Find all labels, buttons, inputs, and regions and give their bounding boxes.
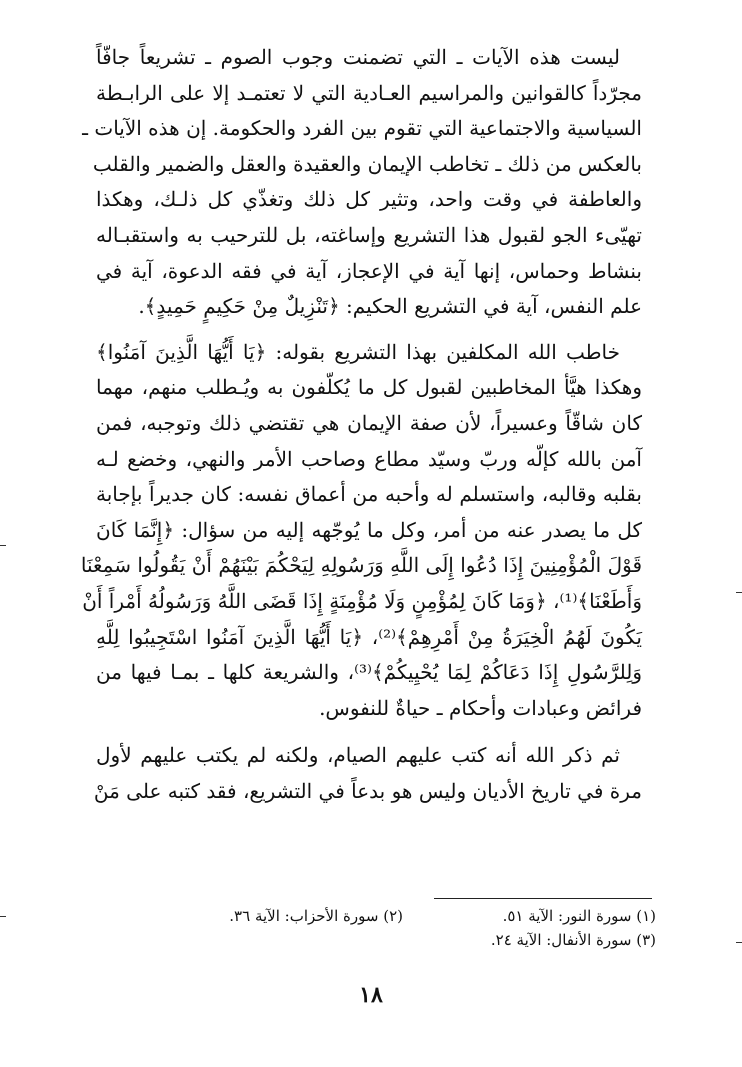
text-line: ثم ذكر الله أنه كتب عليهم الصيام، ولكنه لم يكتب عليهم لأول: [96, 743, 620, 768]
text-line: بالعكس من ذلك ـ تخاطب الإيمان والعقيدة والعقل والضمير والقلب: [92, 151, 642, 176]
text-line: ليست هذه الآيات ـ التي تضمنت وجوب الصوم ـ تشريعاً جافّاً: [96, 45, 620, 69]
margin-tick: [736, 942, 742, 943]
text-line: وَلِلرَّسُولِ إِذَا دَعَاكُمْ لِمَا يُحْيِيكُمْ﴾⁽³⁾، والشريعة كلها ـ بمـا فيها من: [96, 660, 642, 685]
text-line: قَوْلَ الْمُؤْمِنِينَ إِذَا دُعُوا إِلَى اللَّهِ وَرَسُولِهِ لِيَحْكُمَ بَيْنَهُمْ أَنْ يَقُولُوا سَمِعْنَا: [80, 553, 642, 578]
text-line: وهكذا هيَّأ المخاطبين لقبول كل ما يُكلّفون به ويُـطلب منهم، مهما: [96, 375, 642, 400]
margin-tick: [736, 592, 742, 593]
text-line: مجرّداً كالقوانين والمراسيم العـادية التي لا تعتمـد إلا على الرابـطة: [96, 80, 642, 105]
text-line: وَأَطَعْنَا﴾⁽¹⁾، ﴿وَمَا كَانَ لِمُؤْمِنٍ وَلَا مُؤْمِنَةٍ إِذَا قَضَى اللَّهُ وَرَسُولُهُ أَمْراً أَنْ: [82, 588, 642, 613]
text-line: السياسية والاجتماعية التي تقوم بين الفرد والحكومة. إن هذه الآيات ـ: [82, 116, 642, 141]
paragraph-2: [80, 335, 642, 727]
text-line: كل ما يصدر عنه من أمر، وكل ما يُوجّهه إليه من سؤال: ﴿إِنَّمَا كَانَ: [96, 517, 642, 542]
footnote-3: (٣) سورة الأنفال: الآية ٢٤.: [490, 931, 656, 949]
text-line: تهيّىء الجو لقبول هذا التشريع وإساغته، بل للترحيب به واستقبـاله: [96, 222, 642, 247]
text-line: بقلبه وقالبه، واستسلم له وأحبه من أعماق نفسه: كان جديراً بإجابة: [96, 482, 642, 507]
footnote-2: (٢) سورة الأحزاب: الآية ٣٦.: [229, 907, 403, 925]
footnote-1: (١) سورة النور: الآية ٥١.: [502, 907, 656, 925]
page-number: ١٨: [359, 982, 383, 1008]
text-line: يَكُونَ لَهُمُ الْخِيَرَةُ مِنْ أَمْرِهِمْ﴾⁽²⁾، ﴿يَا أَيُّهَا الَّذِينَ آمَنُوا اسْتَجِيبُوا لِلَّهِ: [96, 624, 642, 649]
text-line: مرة في تاريخ الأديان وليس هو بدعاً في التشريع، فقد كتبه على مَنْ: [93, 778, 642, 803]
body-text: [80, 40, 642, 809]
text-line: بنشاط وحماس، إنها آية في الإعجاز، آية في فقه الدعوة، آية في: [96, 258, 642, 283]
margin-tick: [0, 545, 6, 546]
footnote-divider: [434, 898, 652, 899]
text-line: كان شاقّاً وعسيراً، لأن صفة الإيمان هي تقتضي ذلك وتوجبه، فمن: [96, 410, 642, 435]
text-line: خاطب الله المكلفين بهذا التشريع بقوله: ﴿يَا أَيُّهَا الَّذِينَ آمَنُوا﴾: [96, 339, 620, 364]
margin-tick: [0, 916, 6, 917]
footnote-row: [150, 928, 656, 952]
text-line: والعاطفة في وقت واحد، وتثير كل ذلك وتغذّي كل ذلـك، وهكذا: [96, 187, 642, 212]
footnotes: [150, 904, 656, 952]
paragraph-3: [93, 738, 642, 809]
text-line: علم النفس، آية في التشريع الحكيم: ﴿تَنْزِيلٌ مِنْ حَكِيمٍ حَمِيدٍ﴾.: [138, 294, 642, 319]
text-line: فرائض وعبادات وأحكام ـ حياةٌ للنفوس.: [319, 695, 642, 720]
footnote-row: [150, 904, 656, 928]
text-line: آمن بالله كإلّه وربّ وسيّد مطاع وصاحب الأمر والنهي، وخضع لـه: [96, 446, 642, 471]
paragraph-1: [82, 40, 642, 325]
